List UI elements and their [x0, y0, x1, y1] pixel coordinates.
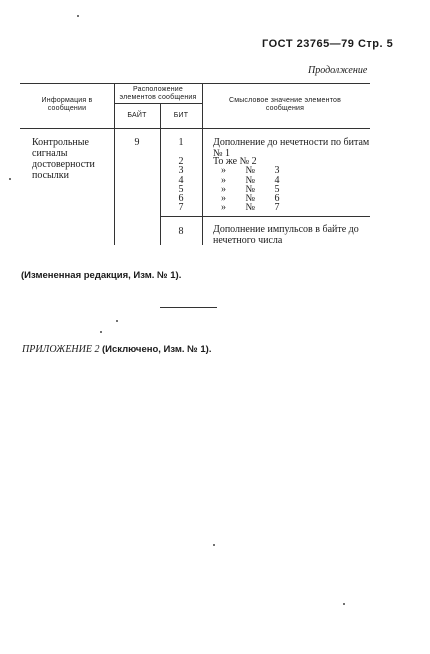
header-bottom-border	[20, 128, 370, 129]
cell-bit-7: 7	[178, 202, 184, 213]
appendix-label: ПРИЛОЖЕНИЕ 2	[22, 344, 100, 355]
cell-meaning-4: » № 4	[221, 175, 280, 186]
cell-meaning-5: » № 5	[221, 184, 280, 195]
header-meaning: Смысловое значение элементов сообщения	[228, 97, 342, 112]
col-divider-3	[202, 83, 203, 245]
speck-mark	[100, 331, 102, 333]
appendix-line	[22, 344, 212, 355]
header-bit: БИТ	[173, 112, 189, 119]
appendix-note: (Исключено, Изм. № 1).	[102, 344, 212, 355]
speck-mark	[343, 603, 345, 605]
cell-meaning-8: Дополнение импульсов в байте до нечетного числа	[213, 224, 359, 246]
speck-mark	[77, 15, 79, 17]
continuation-label: Продолжение	[308, 65, 368, 76]
cell-info: Контрольные сигналы достоверности посылки	[32, 137, 95, 181]
col-divider-1	[114, 83, 115, 245]
cell-meaning-2: То же № 2	[213, 156, 257, 167]
speck-mark	[116, 320, 118, 322]
speck-mark	[213, 544, 215, 546]
cell-bit-8: 8	[178, 226, 184, 237]
speck-mark	[9, 178, 11, 180]
amendment-note: (Измененная редакция, Изм. № 1).	[21, 270, 182, 281]
row-separator	[160, 216, 370, 217]
header-byte: БАЙТ	[127, 112, 147, 119]
cell-meaning-7: » № 7	[221, 202, 280, 213]
cell-meaning-6: » № 6	[221, 193, 280, 204]
table-top-border	[20, 83, 370, 84]
location-divider	[114, 103, 202, 104]
cell-bit-5: 5	[178, 184, 184, 195]
cell-byte: 9	[134, 137, 140, 148]
page-header: ГОСТ 23765—79 Стр. 5	[262, 38, 394, 50]
cell-meaning-1: Дополнение до нечетности по битам № 1	[213, 137, 370, 159]
header-location: Расположение элементов сообщения	[119, 86, 197, 101]
cell-bit-2: 2	[178, 156, 184, 167]
separator-rule	[160, 307, 217, 308]
header-info: Информация в сообщении	[41, 97, 93, 112]
cell-bit-1: 1	[178, 137, 184, 148]
cell-meaning-3: » № 3	[221, 165, 280, 176]
cell-bit-6: 6	[178, 193, 184, 204]
cell-bit-3: 3	[178, 165, 184, 176]
cell-bit-4: 4	[178, 175, 184, 186]
